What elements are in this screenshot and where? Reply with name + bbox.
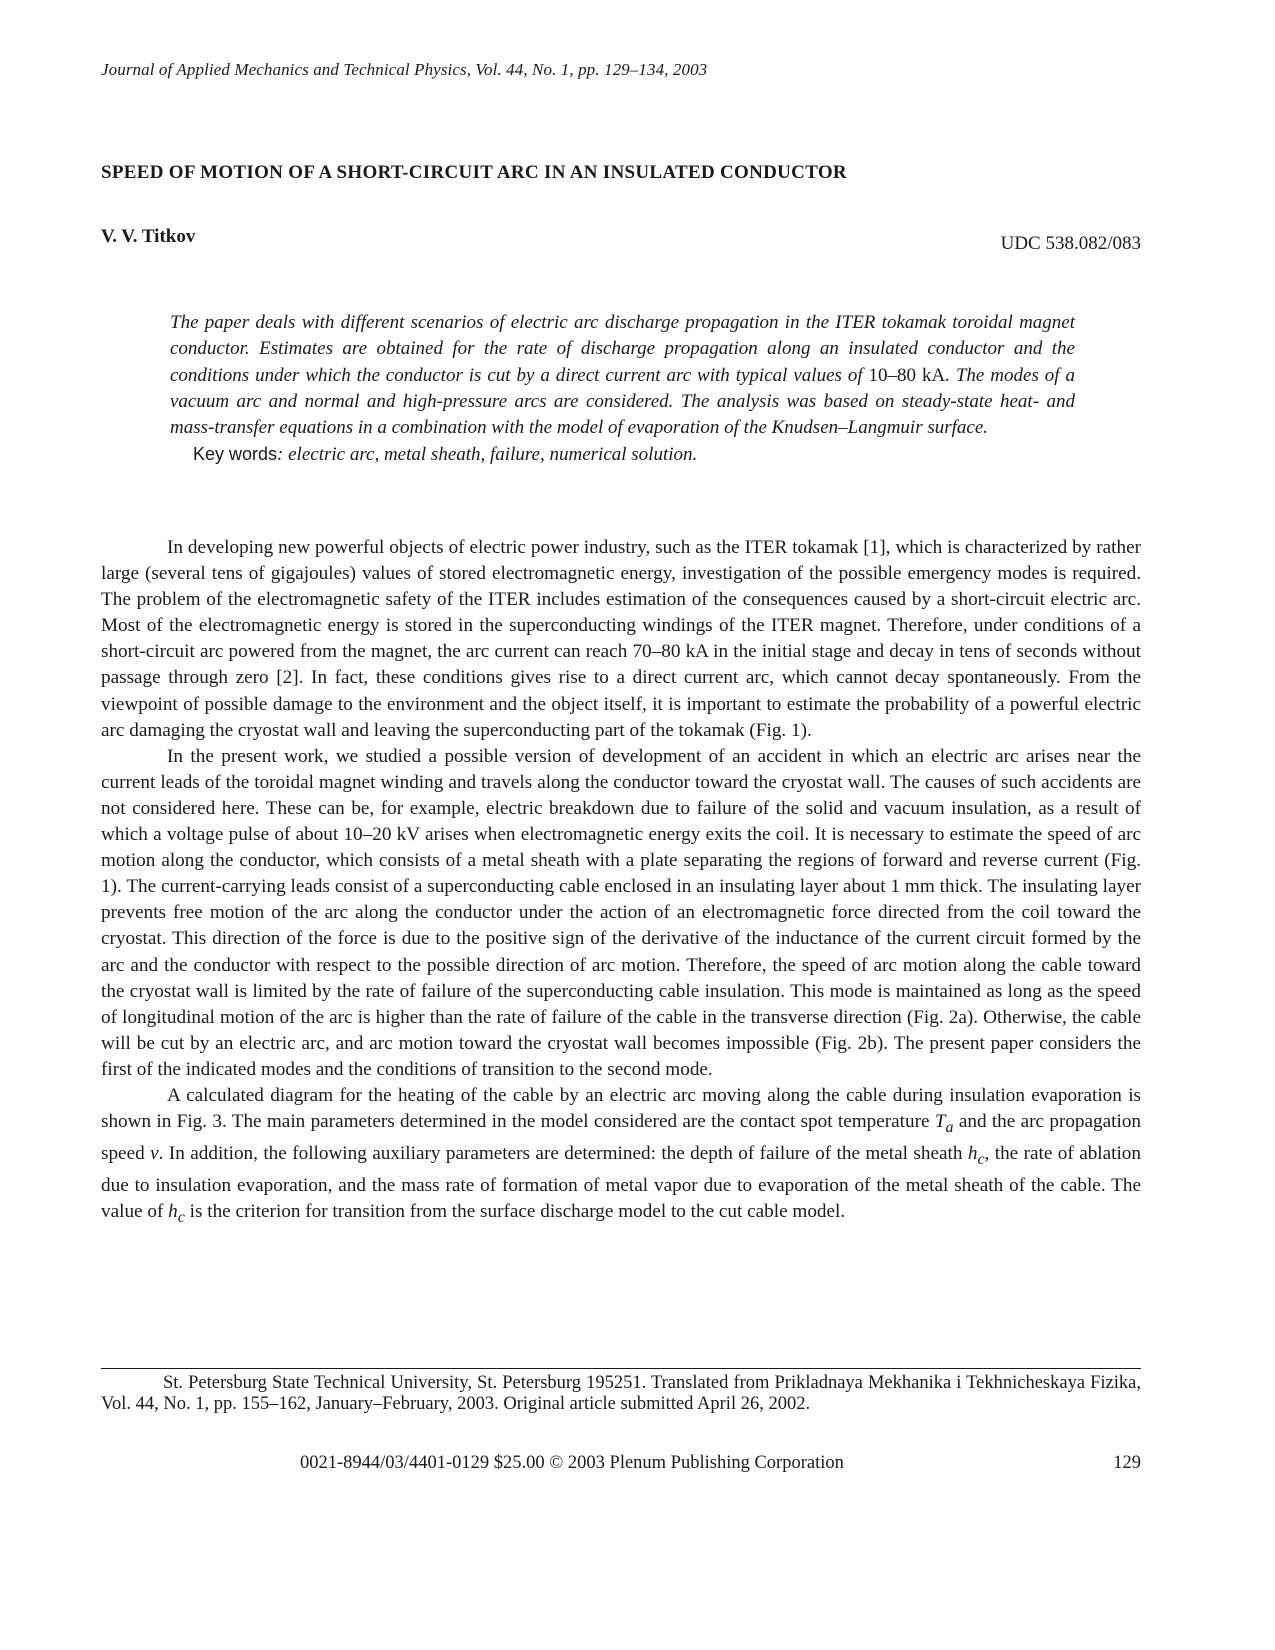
footnote [101, 1373, 1141, 1415]
keywords [170, 441, 1075, 468]
page-number: 129 [1113, 1453, 1141, 1473]
paragraph-3-text-e: is the criterion for transition from the surface discharge model to the cut cable model. [184, 1201, 846, 1222]
abstract-part-2: . The modes of a vacuum arc and normal and high-pressure arcs are considered. The analysis was based on steady-state heat- and mass-transfer equations in a combination with the model of evaporation of the Knudsen–Langmuir surface. [170, 364, 1075, 439]
abstract-text [170, 310, 1075, 441]
udc-code: UDC 538.082/083 [1000, 233, 1141, 254]
footnote-divider [101, 1368, 1141, 1369]
paragraph-3-text-b: and the arc propagation speed [101, 1111, 1142, 1164]
paragraph-1: In developing new powerful objects of electric power industry, such as the ITER tokamak [1], which is characterized by rather large (several tens of gigajoules) values of stored electromagnetic energy, investigation of the possible emergency modes is required. The problem of the electromagnetic safety of the ITER includes estimation of the consequences caused by a short-circuit electric arc. Most of the electromagnetic energy is stored in the superconducting windings of the ITER magnet. Therefore, under conditions of a short-circuit arc powered from the magnet, the arc current can reach 70–80 kA in the initial stage and decay in tens of seconds without passage through zero [2]. In fact, these conditions gives rise to a direct current arc, which cannot decay spontaneously. From the viewpoint of possible damage to the environment and the object itself, it is important to estimate the probability of a powerful electric arc damaging the cryostat wall and leaving the superconducting part of the tokamak (Fig. 1). [101, 537, 1141, 741]
symbol-speed: v [150, 1142, 159, 1164]
keywords-list: : electric arc, metal sheath, failure, numerical solution. [277, 444, 698, 466]
paragraph-3-text-c: . In addition, the following auxiliary parameters are determined: the depth of failure of the metal sheath [158, 1142, 968, 1164]
paragraph-3 [101, 1083, 1141, 1231]
abstract [170, 310, 1075, 469]
abstract-part-1: The paper deals with different scenarios of electric arc discharge propagation in the ITER tokamak toroidal magnet conductor. Estimates are obtained for the rate of discharge propagation along an insulated conductor and the conditions under which the conductor is cut by a direct current arc with typical values of [170, 312, 1075, 386]
symbol-failure-depth: $h_c$ [967, 1142, 985, 1168]
footnote-text: St. Petersburg State Technical University, St. Petersburg 195251. Translated from Prikladnaya Mekhanika i Tekhnicheskaya Fizika, Vol. 44, No. 1, pp. 155–162, January–February, 2003. Original article submitted April 26, 2002. [101, 1373, 1141, 1414]
journal-header: Journal of Applied Mechanics and Technical Physics, Vol. 44, No. 1, pp. 129–134, 2003 [101, 60, 708, 79]
body-text [101, 535, 1141, 1231]
abstract-current-value: 10–80 kA [868, 364, 946, 386]
article-title: SPEED OF MOTION OF A SHORT-CIRCUIT ARC IN AN INSULATED CONDUCTOR [101, 162, 847, 183]
copyright-line: 0021-8944/03/4401-0129 $25.00 © 2003 Plenum Publishing Corporation [300, 1453, 844, 1473]
paragraph-3-text-d: , the rate of ablation due to insulation evaporation, and the mass rate of formation of metal vapor due to evaporation of the metal sheath of the cable. The value of [101, 1142, 1141, 1222]
symbol-failure-depth-2: $h_c$ [168, 1201, 185, 1226]
symbol-contact-temperature: $T_a$ [934, 1111, 954, 1136]
author-name: V. V. Titkov [101, 226, 196, 247]
paragraph-2: In the present work, we studied a possible version of development of an accident in which an electric arc arises near the current leads of the toroidal magnet winding and travels along the conductor toward the cryostat wall. The causes of such accidents are not considered here. These can be, for example, electric breakdown due to failure of the solid and vacuum insulation, as a result of which a voltage pulse of about 10–20 kV arises when electromagnetic energy exits the coil. It is necessary to estimate the speed of arc motion along the conductor, which consists of a metal sheath with a plate separating the regions of forward and reverse current (Fig. 1). The current-carrying leads consist of a superconducting cable enclosed in an insulating layer about 1 mm thick. The insulating layer prevents free motion of the arc along the conductor under the action of an electromagnetic force directed from the coil toward the cryostat. This direction of the force is due to the positive sign of the derivative of the inductance of the current circuit formed by the arc and the conductor with respect to the possible direction of arc motion. Therefore, the speed of arc motion along the cable toward the cryostat wall is limited by the rate of failure of the superconducting cable insulation. This mode is maintained as long as the speed of longitudinal motion of the arc is higher than the rate of failure of the cable in the transverse direction (Fig. 2a). Otherwise, the cable will be cut by an electric arc, and arc motion toward the cryostat wall becomes impossible (Fig. 2b). The present paper considers the first of the indicated modes and the conditions of transition to the second mode. [101, 745, 1141, 1080]
keywords-label: Key words [193, 444, 278, 465]
paragraph-3-text-a: A calculated diagram for the heating of the cable by an electric arc moving along the cable during insulation evaporation is shown in Fig. 3. The main parameters determined in the model considered are the contact spot temperature [101, 1084, 1141, 1133]
